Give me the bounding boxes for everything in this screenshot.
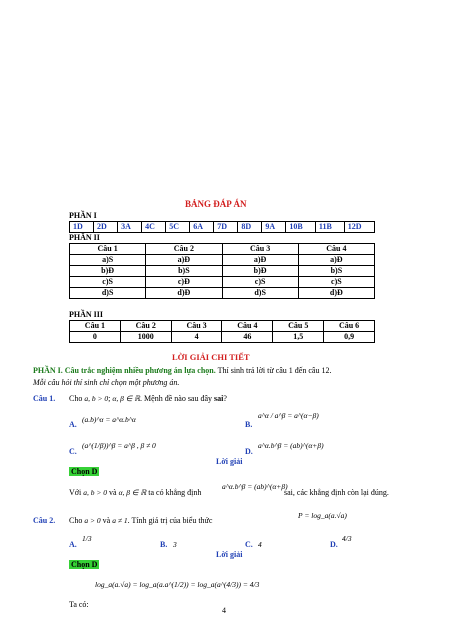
q2-prefix: Cho: [69, 516, 83, 525]
part1-answer: 1D: [70, 222, 94, 233]
q1-question-end: ?: [223, 394, 227, 403]
part1-answer: 9A: [262, 222, 286, 233]
part2-cell: b)Đ: [222, 266, 298, 277]
part2-header: Câu 1: [70, 244, 146, 255]
part2-cell: d)S: [70, 288, 146, 299]
q2-optC-val: 4: [258, 540, 262, 549]
part3-value: 46: [222, 332, 273, 343]
page-number: 4: [222, 606, 226, 615]
part3-header: Câu 2: [120, 321, 171, 332]
q1-cond2: α, β ∈ ℝ: [112, 394, 141, 403]
part2-cell: c)S: [70, 277, 146, 288]
part2-cell: a)S: [70, 255, 146, 266]
q1-optD-math: a^α.b^β = (ab)^(α+β): [258, 441, 324, 450]
q1-optB-math: a^α / a^β = a^(α−β): [258, 411, 319, 420]
part1-answer: 10B: [286, 222, 315, 233]
part3-header: Câu 3: [171, 321, 222, 332]
q1-explain-prefix: Với: [69, 488, 82, 497]
part3-value: 0: [70, 332, 121, 343]
q2-choose: Chọn D: [71, 560, 98, 569]
q1-solution-label: Lời giải: [216, 457, 243, 466]
q1-optA-label: A.: [69, 420, 77, 429]
part1-answer: 3A: [118, 222, 142, 233]
part1-answer: 11B: [315, 222, 344, 233]
part2-cell: c)S: [298, 277, 374, 288]
q2-solution-label: Lời giải: [216, 550, 243, 559]
part3-value: 4: [171, 332, 222, 343]
part3-header: Câu 1: [70, 321, 121, 332]
q1-question-bold: sai: [214, 394, 224, 403]
q1-optB-label: B.: [245, 420, 253, 429]
section1-heading: [33, 366, 331, 375]
q2-calc: log_a(a.√a) = log_a(a.a^(1/2)) = log_a(a^(4/3)) = 4/3: [95, 580, 260, 589]
q2-optC-label: C.: [245, 540, 253, 549]
q2-question: . Tính giá trị của biểu thức: [127, 516, 213, 525]
q1-prefix: Cho: [69, 394, 83, 403]
q2-optA-val: 1/3: [82, 534, 92, 543]
part1-answer: 6A: [190, 222, 214, 233]
answer-title: BẢNG ĐÁP ÁN: [185, 199, 247, 209]
part3-header: Câu 5: [273, 321, 324, 332]
part2-cell: b)S: [298, 266, 374, 277]
q1-explain: [69, 488, 201, 497]
part2-header: Câu 4: [298, 244, 374, 255]
part1-answer: 7D: [214, 222, 238, 233]
part3-value: 1000: [120, 332, 171, 343]
part2-cell: b)S: [146, 266, 222, 277]
q2-expr: P = log_a(a.√a): [298, 511, 347, 520]
section1-subheading: Mỗi câu hỏi thí sinh chỉ chọn một phương án.: [33, 378, 180, 387]
part2-cell: b)Đ: [70, 266, 146, 277]
q1-cond1: a, b > 0: [84, 394, 109, 403]
q1-stem: [69, 394, 227, 403]
part2-label: PHẦN II: [69, 233, 100, 242]
q1-optD-label: D.: [245, 447, 253, 456]
part1-answer: 5C: [166, 222, 190, 233]
part3-value: 0,9: [324, 332, 375, 343]
q2-optD-val: 4/3: [342, 534, 352, 543]
q1-choose: Chọn D: [71, 467, 98, 476]
q2-cond1: a > 0: [84, 516, 101, 525]
q1-sep: ;: [108, 394, 111, 403]
part3-label: PHẦN III: [69, 310, 104, 319]
section1-heading-bold: PHẦN I. Câu trắc nghiệm nhiều phương án lựa chọn.: [33, 366, 216, 375]
q1-explain-math: a^α.b^β = (ab)^(α+β): [222, 482, 288, 491]
part3-header: Câu 4: [222, 321, 273, 332]
q1-explain-mid: ta có khẳng định: [148, 488, 202, 497]
solution-title: LỜI GIẢI CHI TIẾT: [172, 352, 250, 362]
part2-cell: a)Đ: [146, 255, 222, 266]
part3-header: Câu 6: [324, 321, 375, 332]
q1-explain-c1: a, b > 0: [83, 488, 108, 497]
part1-answer: 2D: [94, 222, 118, 233]
part2-table: [69, 243, 375, 299]
q1-explain-c2: α, β ∈ ℝ: [118, 488, 147, 497]
part1-answer: 12D: [344, 222, 374, 233]
part2-header: Câu 3: [222, 244, 298, 255]
part2-cell: a)Đ: [222, 255, 298, 266]
part2-cell: a)Đ: [298, 255, 374, 266]
q2-ta-co: Ta có:: [69, 600, 89, 609]
q2-cond2: a ≠ 1: [112, 516, 128, 525]
q2-optA-label: A.: [69, 540, 77, 549]
part1-table: [69, 221, 375, 233]
q2-optB-label: B.: [160, 540, 168, 549]
part3-table: [69, 320, 375, 343]
part3-value: 1,5: [273, 332, 324, 343]
q2-label: Câu 2.: [33, 516, 56, 525]
q2-optB-val: 3: [173, 540, 177, 549]
q1-optC-label: C.: [69, 447, 77, 456]
part2-cell: d)S: [222, 288, 298, 299]
q1-optC-math: (a^(1/β))^β = a^β , β ≠ 0: [82, 441, 156, 450]
part1-answer: 8D: [238, 222, 262, 233]
q1-explain-and: và: [109, 488, 117, 497]
part1-answer: 4C: [142, 222, 166, 233]
q1-explain-end: sai, các khẳng định còn lại đúng.: [284, 488, 389, 497]
part2-cell: d)Đ: [146, 288, 222, 299]
q1-question: . Mệnh đề nào sau đây: [140, 394, 213, 403]
section1-heading-rest: Thí sinh trả lời từ câu 1 đến câu 12.: [215, 366, 332, 375]
q1-optA-math: (a.b)^α = a^α.b^α: [82, 415, 136, 424]
part2-header: Câu 2: [146, 244, 222, 255]
part2-cell: c)S: [222, 277, 298, 288]
part2-cell: c)Đ: [146, 277, 222, 288]
part2-cell: d)Đ: [298, 288, 374, 299]
q2-optD-label: D.: [330, 540, 338, 549]
part1-label: PHẦN I: [69, 211, 97, 220]
q2-and: và: [102, 516, 111, 525]
q2-stem: [69, 516, 212, 525]
q1-label: Câu 1.: [33, 394, 56, 403]
